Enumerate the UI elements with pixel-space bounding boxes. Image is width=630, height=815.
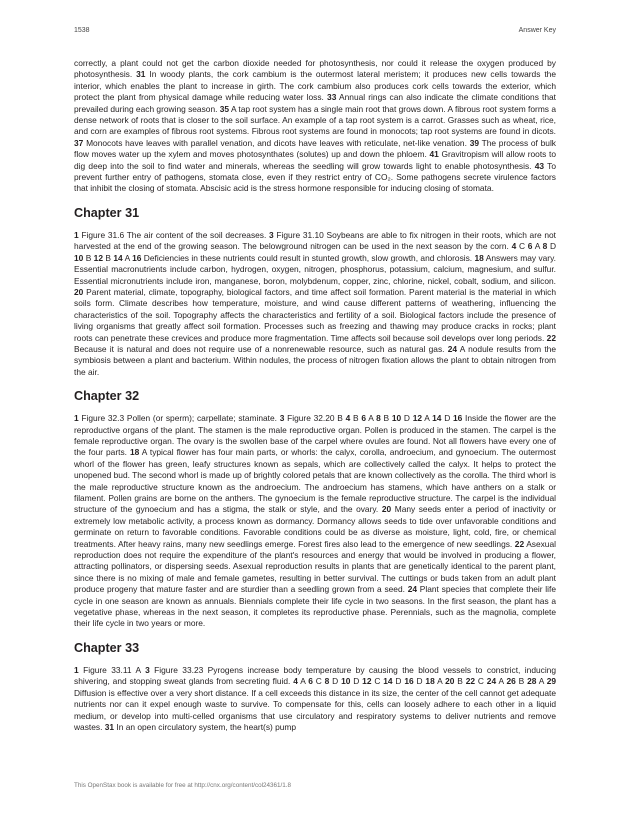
answer-number: 14 bbox=[383, 676, 393, 687]
answer-text: C bbox=[312, 676, 325, 687]
answer-text: D bbox=[401, 413, 413, 424]
chapter-31-answers bbox=[74, 230, 556, 378]
answer-number: 18 bbox=[425, 676, 435, 687]
answer-text: D bbox=[392, 676, 405, 687]
figure-link[interactable]: Figure 31.6 bbox=[81, 229, 125, 240]
answer-text: B bbox=[380, 413, 392, 424]
answer-key-content bbox=[74, 58, 556, 733]
answer-text: Pollen (or sperm); carpellate; staminate. bbox=[124, 413, 280, 424]
answer-number: 1 bbox=[74, 413, 79, 424]
answer-number: 31 bbox=[136, 69, 146, 80]
answer-number: 14 bbox=[113, 252, 123, 263]
answer-number: 22 bbox=[514, 538, 525, 549]
figure-link[interactable]: Figure 33.11 bbox=[83, 664, 132, 675]
intro-paragraph bbox=[74, 58, 556, 195]
answer-text: Parent material, climate, topography, biological factors, and time affect soil formation. Parent material is the material in which soils form. Climate describes how temperature, moisture, and wind cause different patterns of weathering, influencing the characteristics of the soil. Topography affects the characteristics and fertility of a soil. Biological factors include the presence of living organisms that greatly affect soil formation. Processes such as freezing and thawing may produce cracks in rocks; plant roots can penetrate these crevices and produce more fragmentation. Time affects soil because soil develops over long periods. bbox=[74, 286, 556, 343]
answer-text: A bbox=[366, 413, 377, 424]
answer-text: A bbox=[536, 676, 547, 687]
answer-text: A bbox=[532, 241, 543, 252]
answer-number: 24 bbox=[447, 343, 458, 354]
answer-number: 28 bbox=[527, 676, 537, 687]
answer-text: Answers may vary. Essential macronutrients include carbon, hydrogen, oxygen, nitrogen, phosphorus, potassium, calcium, magnesium, and sulfur. Essential micronutrients include iron, manganese, boron, molybdenum, copper, zinc, chlorine, nickel, cobalt, sodium, and silicon. bbox=[74, 252, 556, 286]
answer-text: D bbox=[547, 241, 557, 252]
answer-number: 24 bbox=[486, 676, 497, 687]
chapter-33-answers bbox=[74, 665, 556, 733]
answer-text: A bbox=[434, 676, 446, 687]
answer-number: 18 bbox=[474, 252, 484, 263]
answer-number: 43 bbox=[534, 160, 545, 171]
answer-text: Gravitropism will allow roots to dig deep into the soil to find water and minerals, whereas the seedling will grow towards light to enable photosynthesis. bbox=[74, 149, 557, 171]
answer-number: 35 bbox=[219, 103, 230, 114]
answer-text: A tap root system has a single main root that grows down. A fibrous root system forms a dense network of roots that is closer to the soil surface. An example of a tap root system is a carrot. Grasses such as wheat, rice, and corn are examples of fibrous root systems. Fibrous root systems are found in monocots; tap root systems are found in dicots. bbox=[74, 103, 556, 137]
answer-text: C bbox=[516, 241, 528, 252]
answer-text: In an open circulatory system, the heart(s) pump bbox=[114, 721, 297, 732]
chapter-32-answers bbox=[74, 413, 556, 630]
figure-link[interactable]: Figure 32.20 bbox=[287, 413, 335, 424]
answer-number: 6 bbox=[361, 413, 366, 424]
answer-number: 4 bbox=[345, 413, 351, 424]
answer-number: 8 bbox=[542, 241, 548, 252]
answer-text: The air content of the soil decreases. bbox=[124, 229, 270, 240]
answer-text: Many seeds enter a period of inactivity or extremely low metabolic activity, a process known as dormancy. Dormancy allows seeds to tide over unfavorable conditions and germinate on return to favorable conditions. Favorable conditions could be as diverse as moisture, light, cold, fire, or chemical treatments. After heavy rains, many new seedlings emerge. Forest fires also lead to the emergence of new seedlings. bbox=[74, 504, 556, 549]
answer-number: 10 bbox=[391, 413, 402, 424]
answer-text: C bbox=[475, 676, 487, 687]
answer-number: 1 bbox=[74, 664, 79, 675]
figure-link[interactable]: Figure 33.23 bbox=[154, 664, 204, 675]
answer-number: 8 bbox=[324, 676, 330, 687]
answer-text: B bbox=[454, 676, 466, 687]
answer-number: 3 bbox=[269, 229, 274, 240]
page-footer: This OpenStax book is available for free at http://cnx.org/content/col24361/1.8 bbox=[74, 782, 292, 789]
answer-number: 12 bbox=[362, 676, 372, 687]
section-title: Answer Key bbox=[518, 27, 556, 34]
answer-text: Asexual reproduction does not require the expenditure of the plant's resources and energy that would be involved in producing a flower, attracting pollinators, or dispersing seeds. Asexual reproduction results in plants that are genetically identical to the parent plant, since there is no mixing of male and female gametes, resulting in better survival. The cuttings or buds taken from an adult plant produce progeny that mature faster and are sturdier than a seedling grown from a seed. bbox=[74, 538, 556, 595]
chapter-32-heading: Chapter 32 bbox=[74, 389, 140, 404]
answer-text: Inside the flower are the reproductive organs of the plant. The stamen is the male reproductive organ. Pollen is produced in the stamen. The carpel is the female reproductive organ. The ovary is the swollen base of the carpel where ovules are found. Not all flowers have every one of the four parts. bbox=[74, 413, 557, 458]
answer-number: 3 bbox=[145, 664, 150, 675]
answer-text: D bbox=[329, 676, 342, 687]
answer-text: A bbox=[422, 413, 433, 424]
answer-number: 37 bbox=[74, 137, 84, 148]
answer-number: 6 bbox=[308, 676, 313, 687]
answer-number: 4 bbox=[511, 241, 517, 252]
answer-text: D bbox=[441, 413, 453, 424]
answer-text: Diffusion is effective over a very short distance. If a cell exceeds this distance in its size, the center of the cell cannot get adequate nutrients nor can it expel enough waste to survive. To compensate for this, cells can loosely adhere to each other in a liquid medium, or develop into multi-celled organisms that use circulatory and respiratory systems to deliver nutrients and remove wastes. bbox=[74, 687, 556, 732]
answer-number: 14 bbox=[432, 413, 442, 424]
answer-number: 8 bbox=[376, 413, 381, 424]
answer-number: 22 bbox=[546, 332, 556, 343]
answer-number: 33 bbox=[327, 92, 337, 103]
answer-number: 18 bbox=[129, 447, 140, 458]
answer-text: Deficiencies in these nutrients could result in stunted growth, slow growth, and chlorosis. bbox=[141, 252, 475, 263]
answer-text: Monocots have leaves with parallel venation, and dicots have leaves with reticulate, net-like venation. bbox=[83, 137, 470, 148]
chapter-31-heading: Chapter 31 bbox=[74, 205, 140, 220]
answer-number: 31 bbox=[104, 721, 115, 732]
page-number: 1538 bbox=[74, 27, 90, 34]
answer-number: 10 bbox=[341, 676, 351, 687]
answer-text: Annual rings can also indicate the climate conditions that prevailed during each growing season. bbox=[74, 92, 557, 114]
answer-number: 6 bbox=[527, 241, 533, 252]
answer-text: B bbox=[350, 413, 362, 424]
answer-number: 12 bbox=[412, 413, 423, 424]
answer-text: Because it is natural and does not require use of a nonrenewable resource, such as natural gas. bbox=[74, 343, 448, 354]
answer-number: 20 bbox=[74, 286, 84, 297]
answer-text: A typical flower has four main parts, or whorls: the calyx, corolla, androecium, and gynoecium. The outermost whorl of the flower has green, leafy structures known as sepals, which are collectively called the calyx. It helps to protect the unopened bud. The second whorl is made up of brightly colored petals that are known collectively as the corolla. The third whorl is the male reproductive structure known as the androecium. The androecium has stamens, which have anthers on a stalk or filament. Pollen grains are borne on the anthers. The gynoecium is the female reproductive structure. The carpel is the individual structure of the gynoecium and has a stigma, the stalk or style, and the ovary. bbox=[74, 447, 556, 515]
answer-text: B bbox=[515, 676, 528, 687]
answer-text: The process of bulk flow moves water up the xylem and moves photosynthates (solutes) up and down the phloem. bbox=[74, 137, 556, 160]
answer-text: A nodule results from the symbiosis between a plant and bacterium. Within nodules, the process of nitrogen fixation allows the plant to obtain nitrogen from the air. bbox=[74, 343, 556, 377]
answer-number: 24 bbox=[407, 584, 418, 595]
answer-text: Pyrogens increase body temperature by causing the blood vessels to constrict, inducing shivering, and stopping sweat glands from secreting fluid. bbox=[74, 664, 556, 687]
answer-text: B bbox=[83, 252, 94, 263]
answer-number: 12 bbox=[93, 252, 103, 263]
answer-text: A bbox=[122, 252, 133, 263]
answer-text: C bbox=[371, 676, 384, 687]
answer-text: Soybeans are able to fix nitrogen in their roots, which are not harvested at the end of the growing season. The belowground nitrogen can be used in the next season by the corn. bbox=[74, 229, 557, 252]
answer-text: D bbox=[350, 676, 363, 687]
answer-text: A bbox=[131, 664, 146, 675]
answer-number: 3 bbox=[279, 413, 285, 424]
answer-number: 16 bbox=[452, 413, 463, 424]
answer-number: 22 bbox=[465, 676, 476, 687]
answer-text: To prevent further entry of pathogens, stomata close, even if they restrict entry of CO₂. Some pathogens secrete virulence factors that inhibit the closing of stomata. Abscisic acid is the stress hormone responsible for inducing closing of stomata. bbox=[74, 160, 556, 194]
answer-text: correctly, a plant could not get the carbon dioxide needed for photosynthesis, nor could it release the oxygen produced by photosynthesis. bbox=[74, 58, 556, 80]
answer-number: 41 bbox=[429, 149, 439, 160]
answer-number: 20 bbox=[445, 676, 455, 687]
answer-text: Plant species that complete their life cycle in one season are known as annuals. Biennials complete their life cycle in two seasons. In the first season, the plant has a vegetative phase, whereas in the next season, it completes its reproductive phase. Perennials, such as the magnolia, complete their life cycle in two years or more. bbox=[74, 584, 556, 629]
chapter-33-heading: Chapter 33 bbox=[74, 640, 140, 655]
answer-text: D bbox=[413, 676, 426, 687]
answer-number: 4 bbox=[293, 676, 298, 687]
answer-number: 16 bbox=[404, 676, 414, 687]
answer-text: A bbox=[496, 676, 507, 687]
figure-link[interactable]: Figure 32.3 bbox=[81, 413, 125, 424]
answer-text: In woody plants, the cork cambium is the outermost lateral meristem; it produces new cells towards the interior, which enables the plant to increase in girth. The cork cambium also produces cork cells towards the exterior, which protect the plant from physical damage while reducing water loss. bbox=[74, 69, 556, 103]
answer-text: A bbox=[297, 676, 309, 687]
answer-number: 20 bbox=[381, 504, 392, 515]
answer-number: 1 bbox=[74, 229, 79, 240]
answer-number: 26 bbox=[506, 676, 516, 687]
answer-number: 10 bbox=[74, 252, 84, 263]
answer-number: 16 bbox=[132, 252, 142, 263]
answer-text: B bbox=[103, 252, 114, 263]
answer-number: 29 bbox=[546, 676, 557, 687]
answer-text: B bbox=[334, 413, 346, 424]
figure-link[interactable]: Figure 31.10 bbox=[276, 229, 324, 240]
answer-number: 39 bbox=[469, 137, 480, 148]
